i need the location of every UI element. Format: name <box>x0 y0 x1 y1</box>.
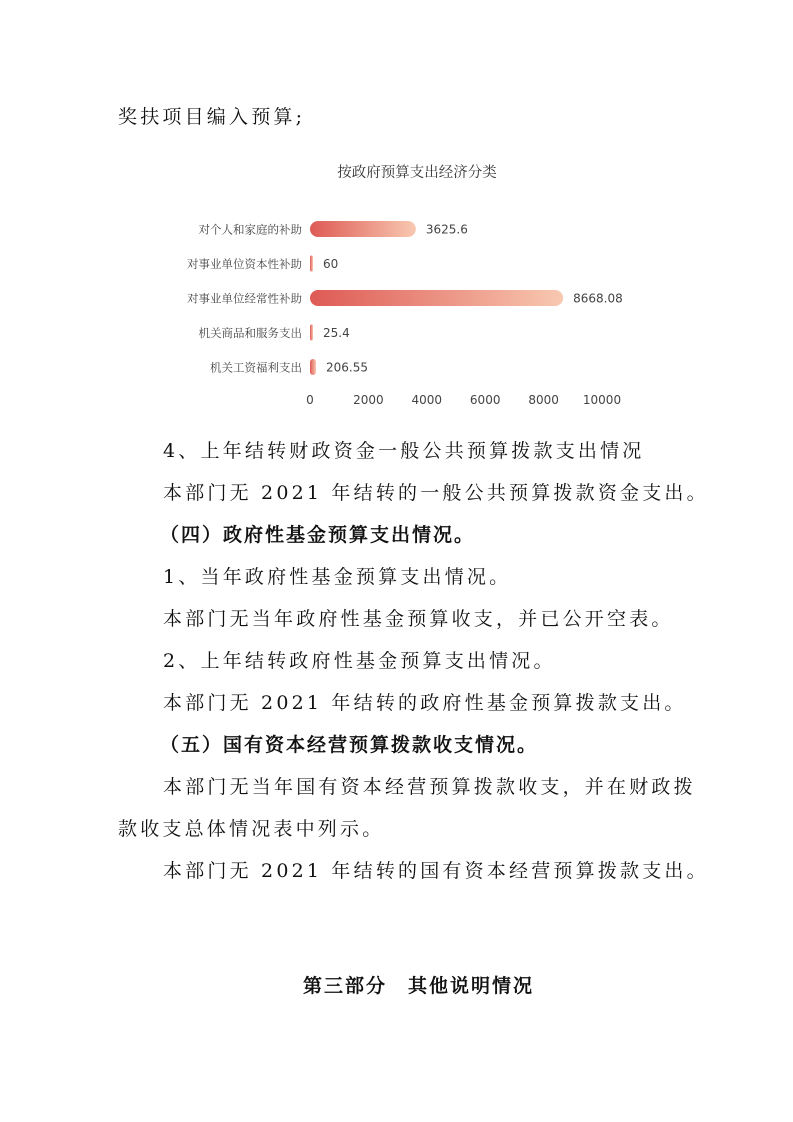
subsection-4-1: 1、当年政府性基金预算支出情况。 <box>163 566 512 588</box>
item-4-heading: 4、上年结转财政资金一般公共预算拨款支出情况 <box>163 440 645 462</box>
subsection-4-2: 2、上年结转政府性基金预算支出情况。 <box>163 650 556 672</box>
chart-title: 按政府预算支出经济分类 <box>337 165 497 181</box>
subsection-4-1-paragraph: 本部门无当年政府性基金预算收支，并已公开空表。 <box>163 608 674 630</box>
category-label: 机关商品和服务支出 <box>198 326 302 340</box>
value-label: 8668.08 <box>573 291 623 306</box>
x-tick-label: 10000 <box>582 393 622 407</box>
x-tick-label: 2000 <box>353 393 384 407</box>
section-5-paragraph-1b: 款收支总体情况表中列示。 <box>118 818 385 840</box>
section-4-heading: （四）政府性基金预算支出情况。 <box>160 524 476 546</box>
category-label: 对个人和家庭的补助 <box>198 222 302 237</box>
value-label: 3625.6 <box>425 222 468 237</box>
bar <box>310 359 316 375</box>
expenditure-bar-chart <box>150 150 640 415</box>
bar <box>310 325 313 341</box>
subsection-4-2-paragraph: 本部门无 2021 年结转的政府性基金预算拨款支出。 <box>163 692 687 714</box>
category-label: 对事业单位经常性补助 <box>187 291 302 306</box>
x-tick-label: 4000 <box>411 393 443 407</box>
bar <box>310 256 313 272</box>
item-4-paragraph: 本部门无 2021 年结转的一般公共预算拨款资金支出。 <box>163 482 709 504</box>
section-5-heading: （五）国有资本经营预算拨款收支情况。 <box>160 734 539 756</box>
value-label: 60 <box>323 257 339 271</box>
x-tick-label: 0 <box>306 393 314 407</box>
section-5-paragraph-2: 本部门无 2021 年结转的国有资本经营预算拨款支出。 <box>163 860 709 882</box>
value-label: 25.4 <box>323 326 350 340</box>
bar <box>310 290 563 306</box>
value-label: 206.55 <box>326 360 369 375</box>
x-tick-label: 6000 <box>469 393 501 407</box>
category-label: 机关工资福利支出 <box>210 360 302 375</box>
section-5-paragraph-1a: 本部门无当年国有资本经营预算拨款收支，并在财政拨 <box>163 776 696 798</box>
x-tick-label: 8000 <box>528 393 559 407</box>
category-label: 对事业单位资本性补助 <box>187 257 302 271</box>
paragraph-continuation: 奖扶项目编入预算; <box>118 106 306 128</box>
bar <box>310 221 416 237</box>
part-3-heading: 第三部分 其他说明情况 <box>303 975 535 997</box>
